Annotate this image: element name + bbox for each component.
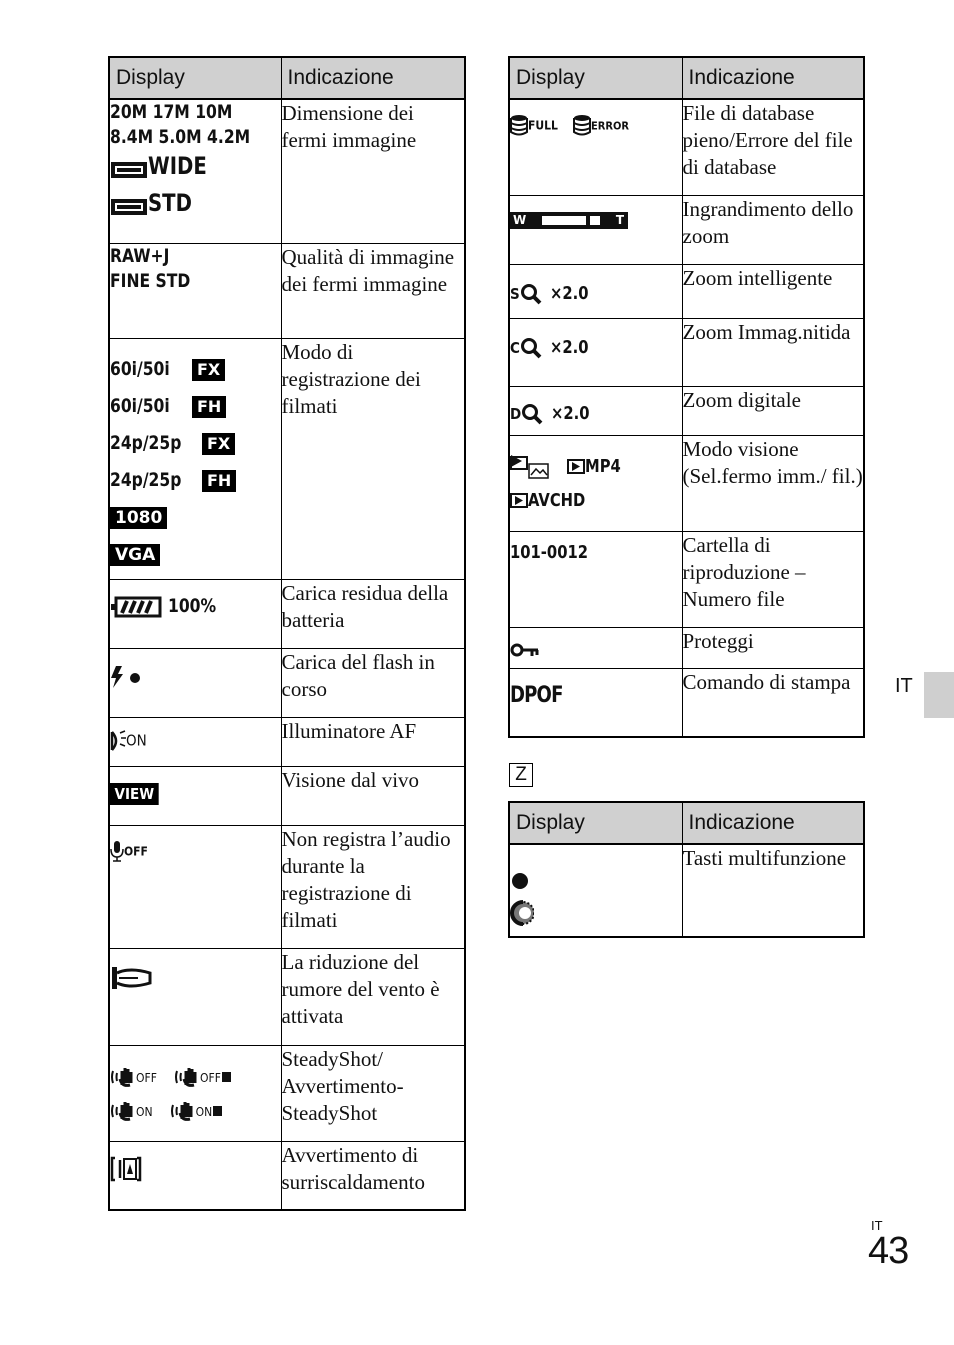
- panorama-icon: [110, 196, 148, 218]
- battery-percent: 100%: [168, 594, 217, 617]
- description-cell: Visione dal vivo: [281, 766, 465, 825]
- microphone-off-icon: [110, 840, 124, 862]
- fx-badge: FX: [192, 359, 225, 381]
- folder-file-number: 101-0012: [510, 541, 589, 563]
- quality-label: FINE STD: [110, 269, 191, 292]
- table-header: [509, 57, 864, 99]
- display-cell: [509, 668, 682, 737]
- zoom-type-letter: S: [510, 284, 520, 303]
- zoom-type-letter: C: [510, 338, 520, 357]
- description-cell: Zoom digitale: [682, 386, 864, 435]
- section-marker: Z: [509, 763, 533, 787]
- wind-noise-reduction-icon: [110, 965, 152, 991]
- header-display: Display: [509, 802, 682, 844]
- table-row: [109, 1045, 465, 1141]
- magnifier-icon: [520, 337, 542, 359]
- zoom-t-label: T: [615, 212, 624, 227]
- description-cell: File di database pieno/Errore del file di database: [682, 99, 864, 195]
- playback-movie-icon: [567, 459, 585, 475]
- display-cell: [509, 435, 682, 531]
- zoom-type-letter: D: [510, 404, 522, 423]
- table-row: [509, 435, 864, 531]
- display-cell: [109, 648, 281, 717]
- table-row: [109, 1141, 465, 1210]
- header-indicazione: Indicazione: [281, 57, 465, 99]
- database-error-label: ERROR: [591, 119, 630, 133]
- display-cell: [509, 627, 682, 668]
- display-cell: [109, 1141, 281, 1210]
- database-icon: [573, 114, 591, 136]
- playback-still-icon: [510, 454, 550, 480]
- zoom-scale-bar: [510, 212, 628, 229]
- display-cell: [109, 948, 281, 1045]
- table-row: [109, 99, 465, 243]
- steadyshot-off-label: OFF: [200, 1070, 221, 1085]
- display-cell: [509, 264, 682, 318]
- display-cell: [109, 99, 281, 243]
- control-wheel-icon: [510, 899, 534, 927]
- table-row: [109, 243, 465, 338]
- steadyshot-off-label: OFF: [136, 1070, 157, 1085]
- description-cell: Comando di stampa: [682, 668, 864, 737]
- zoom-factor: ×2.0: [549, 336, 589, 358]
- description-cell: Carica del flash in corso: [281, 648, 465, 717]
- display-cell: [509, 386, 682, 435]
- playback-movie-icon: [510, 493, 528, 509]
- description-cell: Proteggi: [682, 627, 864, 668]
- center-button-icon: [510, 871, 530, 891]
- display-cell: [509, 195, 682, 264]
- steadyshot-on-icon: [110, 1099, 136, 1123]
- steadyshot-on-warning-icon: [170, 1099, 196, 1123]
- zoom-factor: ×2.0: [551, 402, 590, 424]
- description-cell: Ingrandimento dello zoom: [682, 195, 864, 264]
- af-on-label: ON: [126, 731, 147, 749]
- frame-rate-label: 60i/50i: [110, 357, 170, 380]
- vga-badge: VGA: [110, 544, 160, 566]
- description-cell: Zoom intelligente: [682, 264, 864, 318]
- frame-rate-label: 24p/25p: [110, 431, 182, 454]
- display-cell: [509, 99, 682, 195]
- description-cell: Qualità di immagine dei fermi immagine: [281, 243, 465, 338]
- display-cell: [509, 531, 682, 627]
- page-number: 43: [868, 1230, 909, 1272]
- steadyshot-on-label: ON: [136, 1104, 153, 1119]
- right-table: [508, 56, 865, 738]
- zoom-w-label: W: [513, 212, 527, 227]
- table-row: [109, 948, 465, 1045]
- description-cell: Non registra l’audio durante la registrazione di filmati: [281, 825, 465, 948]
- avchd-label: AVCHD: [528, 489, 586, 511]
- table-row: [109, 579, 465, 648]
- table-header: [109, 57, 465, 99]
- description-cell: Cartella di riproduzione – Numero file: [682, 531, 864, 627]
- description-cell: Illuminatore AF: [281, 717, 465, 766]
- table-row: [109, 825, 465, 948]
- description-cell: Avvertimento di surriscaldamento: [281, 1141, 465, 1210]
- description-cell: Tasti multifunzione: [682, 844, 864, 937]
- table-row: [509, 99, 864, 195]
- table-row: [509, 195, 864, 264]
- table-row: [509, 386, 864, 435]
- description-cell: SteadyShot/ Avvertimento-SteadyShot: [281, 1045, 465, 1141]
- description-cell: Modo di registrazione dei filmati: [281, 338, 465, 579]
- description-cell: Dimensione dei fermi immagine: [281, 99, 465, 243]
- mic-off-label: OFF: [124, 844, 148, 858]
- table-row: [509, 264, 864, 318]
- image-size-label: 20M 17M 10M: [110, 101, 233, 123]
- frame-rate-label: 24p/25p: [110, 468, 182, 491]
- panorama-wide-label: WIDE: [148, 152, 207, 180]
- protect-key-icon: [510, 642, 540, 658]
- overheat-warning-icon: [110, 1156, 142, 1182]
- dpof-label: DPOF: [510, 682, 563, 708]
- table-row: [509, 627, 864, 668]
- fh-badge: FH: [192, 396, 226, 418]
- language-side-tab: [924, 672, 954, 718]
- database-icon: [510, 114, 528, 136]
- warning-icon: [213, 1106, 222, 1116]
- quality-label: RAW+J: [110, 244, 170, 267]
- display-cell: [109, 717, 281, 766]
- display-cell: [109, 1045, 281, 1141]
- display-cell: [109, 579, 281, 648]
- header-display: Display: [109, 57, 281, 99]
- table-row: [109, 338, 465, 579]
- left-table: [108, 56, 466, 1211]
- steadyshot-off-warning-icon: [174, 1065, 200, 1089]
- warning-icon: [222, 1072, 231, 1082]
- fx-badge: FX: [202, 433, 235, 455]
- table-header: [509, 802, 864, 844]
- panorama-std-label: STD: [148, 189, 192, 217]
- af-illuminator-icon: [110, 730, 126, 752]
- display-cell: [509, 844, 682, 937]
- description-cell: Zoom Immag.nitida: [682, 318, 864, 386]
- description-cell: Carica residua della batteria: [281, 579, 465, 648]
- database-full-label: FULL: [528, 118, 558, 133]
- magnifier-icon: [520, 283, 542, 305]
- header-indicazione: Indicazione: [682, 57, 864, 99]
- display-cell: [109, 243, 281, 338]
- table-row: [509, 531, 864, 627]
- frame-rate-label: 60i/50i: [110, 394, 170, 417]
- description-cell: Modo visione (Sel.fermo imm./ fil.): [682, 435, 864, 531]
- display-cell: [509, 318, 682, 386]
- zoom-factor: ×2.0: [549, 282, 589, 304]
- description-cell: La riduzione del rumore del vento è attivata: [281, 948, 465, 1045]
- display-cell: [109, 766, 281, 825]
- language-side-label: IT: [895, 675, 913, 697]
- display-cell: [109, 338, 281, 579]
- steadyshot-off-icon: [110, 1065, 136, 1089]
- header-indicazione: Indicazione: [682, 802, 864, 844]
- image-size-label: 8.4M 5.0M 4.2M: [110, 126, 251, 148]
- header-display: Display: [509, 57, 682, 99]
- table-row: [109, 717, 465, 766]
- table-row: [509, 318, 864, 386]
- zoom-bar-empty: [542, 216, 586, 225]
- steadyshot-on-label: ON: [195, 1104, 213, 1119]
- battery-icon: [110, 596, 162, 618]
- table-row: [109, 766, 465, 825]
- fh-badge: FH: [202, 470, 236, 492]
- 1080-badge: 1080: [110, 507, 167, 529]
- panorama-icon: [110, 159, 148, 181]
- page-language: IT: [871, 1218, 883, 1233]
- zoom-bar-tick: [590, 216, 600, 225]
- live-view-badge: VIEW: [110, 783, 159, 805]
- display-cell: [109, 825, 281, 948]
- table-row: [109, 648, 465, 717]
- flash-charging-icon: [110, 665, 144, 689]
- mp4-label: MP4: [585, 455, 621, 477]
- bottom-table: [508, 801, 865, 938]
- table-row: [509, 844, 864, 937]
- table-row: [509, 668, 864, 737]
- magnifier-icon: [521, 403, 543, 425]
